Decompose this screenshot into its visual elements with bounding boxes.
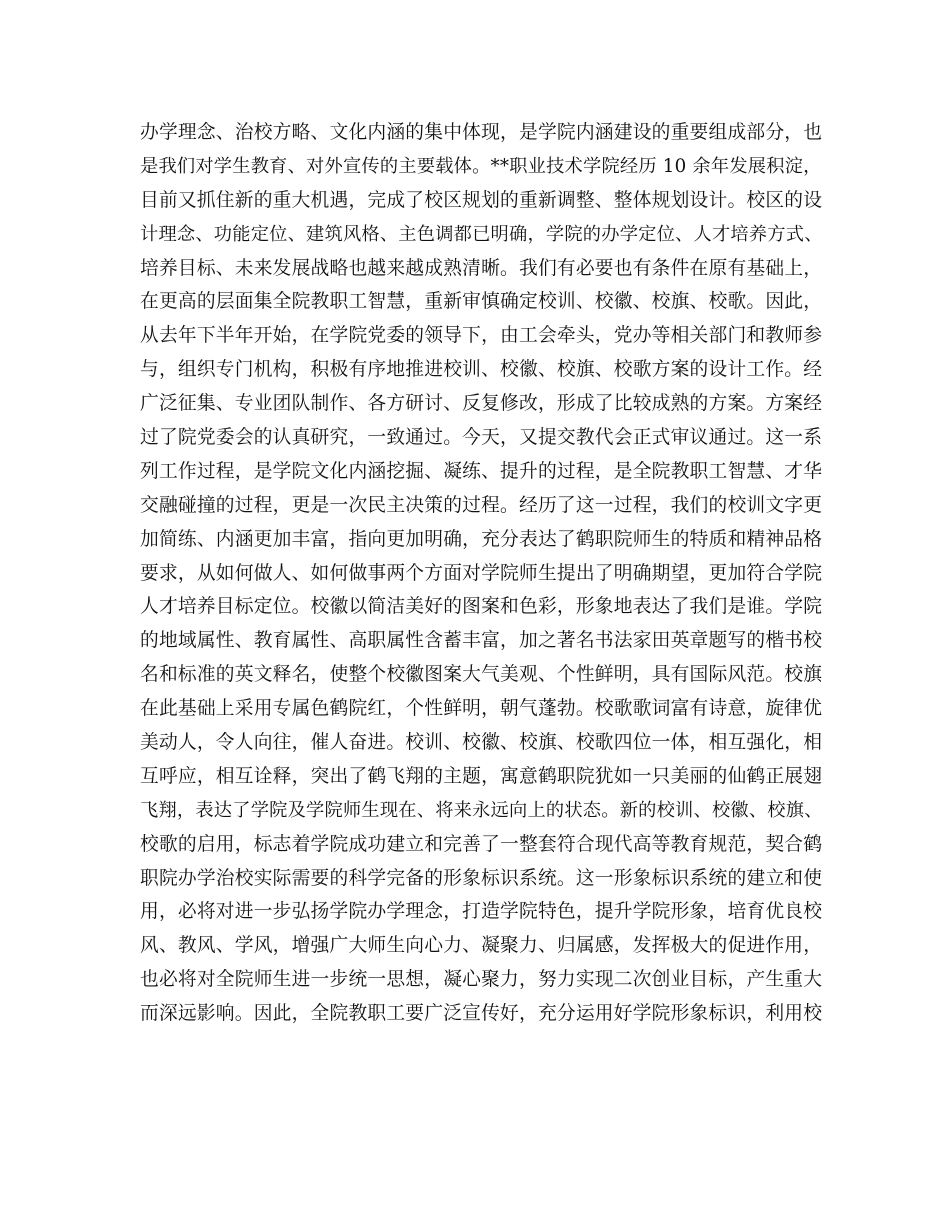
text-line: 在此基础上采用专属色鹤院红，个性鲜明，朝气蓬勃。校歌歌词富有诗意，旋律优 bbox=[140, 698, 823, 720]
text-line: 风、教风、学风，增强广大师生向心力、凝聚力、归属感，发挥极大的促进作用， bbox=[140, 935, 823, 957]
text-line: 要求，从如何做人、如何做事两个方面对学院师生提出了明确期望，更加符合学院 bbox=[140, 562, 823, 584]
text-line: 在更高的层面集全院教职工智慧，重新审慎确定校训、校徽、校旗、校歌。因此， bbox=[140, 291, 823, 313]
text-line: 用，必将对进一步弘扬学院办学理念，打造学院特色，提升学院形象，培育优良校 bbox=[140, 901, 823, 923]
text-line: 广泛征集、专业团队制作、各方研讨、反复修改，形成了比较成熟的方案。方案经 bbox=[140, 393, 823, 415]
text-line: 名和标准的英文释名，使整个校徽图案大气美观、个性鲜明，具有国际风范。校旗 bbox=[140, 664, 823, 686]
text-line: 也必将对全院师生进一步统一思想，凝心聚力，努力实现二次创业目标，产生重大 bbox=[140, 969, 823, 991]
text-line: 的地域属性、教育属性、高职属性含蓄丰富，加之著名书法家田英章题写的楷书校 bbox=[140, 630, 823, 652]
text-line: 培养目标、未来发展战略也越来越成熟清晰。我们有必要也有条件在原有基础上， bbox=[140, 257, 823, 279]
text-line: 人才培养目标定位。校徽以简洁美好的图案和色彩，形象地表达了我们是谁。学院 bbox=[140, 596, 823, 618]
text-line: 办学理念、治校方略、文化内涵的集中体现，是学院内涵建设的重要组成部分，也 bbox=[140, 122, 823, 143]
text-line: 计理念、功能定位、建筑风格、主色调都已明确，学院的办学定位、人才培养方式、 bbox=[140, 223, 823, 245]
text-line: 与，组织专门机构，积极有序地推进校训、校徽、校旗、校歌方案的设计工作。经 bbox=[140, 359, 823, 381]
text-line: 互呼应，相互诠释，突出了鹤飞翔的主题，寓意鹤职院犹如一只美丽的仙鹤正展翅 bbox=[140, 765, 823, 787]
text-line: 而深远影响。因此，全院教职工要广泛宣传好，充分运用好学院形象标识，利用校 bbox=[140, 1003, 823, 1025]
text-line: 加简练、内涵更加丰富，指向更加明确，充分表达了鹤职院师生的特质和精神品格 bbox=[140, 528, 823, 550]
text-line: 目前又抓住新的重大机遇，完成了校区规划的重新调整、整体规划设计。校区的设 bbox=[140, 189, 823, 211]
text-line: 列工作过程，是学院文化内涵挖掘、凝练、提升的过程，是全院教职工智慧、才华 bbox=[140, 460, 823, 482]
text-line: 美动人，令人向往，催人奋进。校训、校徽、校旗、校歌四位一体，相互强化，相 bbox=[140, 732, 823, 754]
text-line: 是我们对学生教育、对外宣传的主要载体。**职业技术学院经历 10 余年发展积淀， bbox=[140, 155, 822, 177]
text-line: 职院办学治校实际需要的科学完备的形象标识系统。这一形象标识系统的建立和使 bbox=[140, 867, 823, 889]
body-text bbox=[140, 116, 830, 1031]
text-line: 飞翔，表达了学院及学院师生现在、将来永远向上的状态。新的校训、校徽、校旗、 bbox=[140, 799, 823, 821]
text-line: 校歌的启用，标志着学院成功建立和完善了一整套符合现代高等教育规范，契合鹤 bbox=[140, 833, 823, 855]
text-line: 交融碰撞的过程，更是一次民主决策的过程。经历了这一过程，我们的校训文字更 bbox=[140, 494, 823, 516]
text-line: 从去年下半年开始，在学院党委的领导下，由工会牵头，党办等相关部门和教师参 bbox=[140, 325, 823, 347]
text-line: 过了院党委会的认真研究，一致通过。今天，又提交教代会正式审议通过。这一系 bbox=[140, 427, 823, 449]
